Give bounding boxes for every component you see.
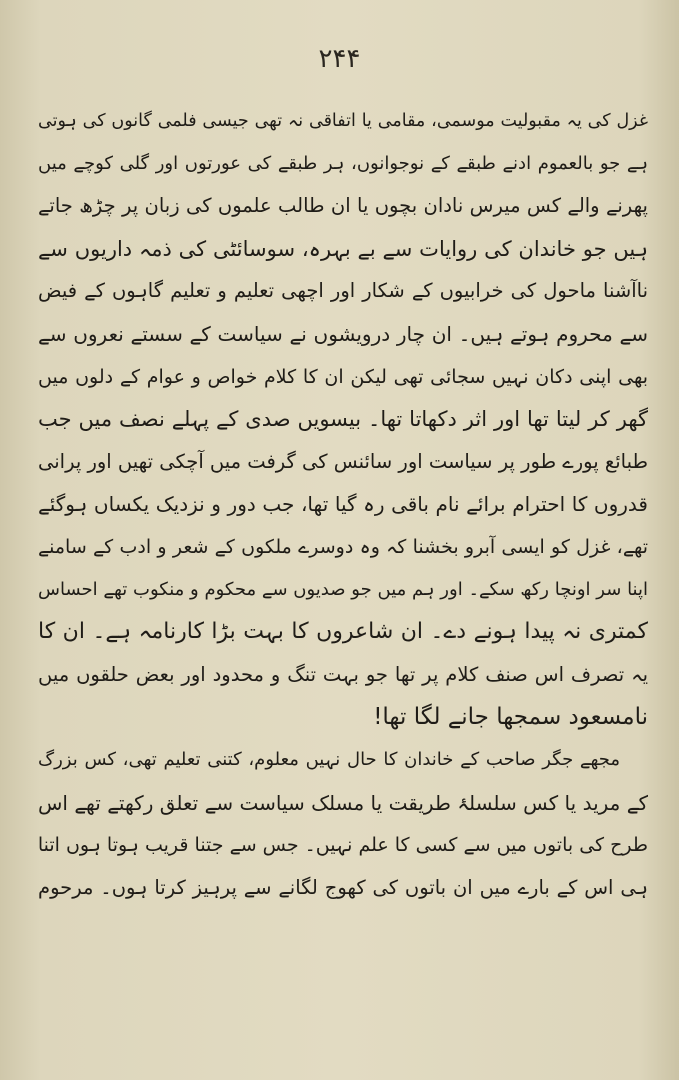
text-line: اپنا سر اونچا رکھ سکے۔ اور ہم میں جو صدیوں سے محکوم و منکوب تھے احساس [38, 578, 648, 600]
text-line: یہ تصرف اس صنف کلام پر تھا جو بہت تنگ و محدود اور بعض حلقوں میں [38, 662, 648, 686]
text-line: سے محروم ہوتے ہیں۔ ان چار درویشوں نے سیاست کے سستے نعروں سے [38, 321, 648, 346]
text-line-paragraph-start: مجھے جگر صاحب کے خاندان کا حال نہیں معلوم، کتنی تعلیم تھی، کس بزرگ [38, 748, 620, 770]
text-line: بھی اپنی دکان نہیں سجائی تھی لیکن ان کا کلام خواص و عوام کے دلوں میں [38, 365, 648, 388]
text-line: غزل کی یہ مقبولیت موسمی، مقامی یا اتفاقی نہ تھی جیسی فلمی گانوں کی ہوتی [38, 111, 648, 131]
text-line: کے مرید یا کس سلسلۂ طریقت یا مسلک سیاست سے تعلق رکھتے تھے اس [38, 790, 648, 815]
text-line: کمتری نہ پیدا ہونے دے۔ ان شاعروں کا بہت بڑا کارنامہ ہے۔ ان کا [38, 619, 648, 645]
text-line-paragraph-end: نامسعود سمجھا جانے لگا تھا! [373, 704, 648, 731]
page-body-text [38, 100, 648, 909]
text-line: ہے جو بالعموم ادنے طبقے کے نوجوانوں، ہر طبقے کی عورتوں اور گلی کوچے میں [38, 152, 648, 174]
text-line: طرح کی باتوں میں سے کسی کا علم نہیں۔ جس سے جتنا قریب ہوتا ہوں اتنا [38, 834, 648, 857]
page-number: ۲۴۴ [318, 44, 361, 74]
text-line: گھر کر لیتا تھا اور اثر دکھاتا تھا۔ بیسویں صدی کے پہلے نصف میں جب [38, 407, 648, 432]
text-line: ہیں جو خاندان کی روایات سے بے بہرہ، سوسائٹی کی ذمہ داریوں سے [38, 236, 648, 261]
text-line: پھرنے والے کس میرس نادان بچوں یا ان طالب علموں کی زبان پر چڑھ جاتے [38, 194, 648, 218]
text-line: طبائع پورے طور پر سیاست اور سائنس کی گرفت میں آچکی تھیں اور پرانی [38, 449, 648, 473]
text-line: ہی اس کے بارے میں ان باتوں کی کھوج لگانے سے پرہیز کرتا ہوں۔ مرحوم [38, 875, 648, 899]
text-line: تھے، غزل کو ایسی آبرو بخشنا کہ وہ دوسرے ملکوں کے شعر و ادب کے سامنے [38, 535, 648, 558]
text-line: قدروں کا احترام برائے نام باقی رہ گیا تھا، جب دور و نزدیک یکساں ہوگئے [38, 492, 648, 517]
text-line: ناآشنا ماحول کی خرابیوں کے شکار اور اچھی تعلیم و تعلیم گاہوں کے فیض [38, 279, 648, 303]
